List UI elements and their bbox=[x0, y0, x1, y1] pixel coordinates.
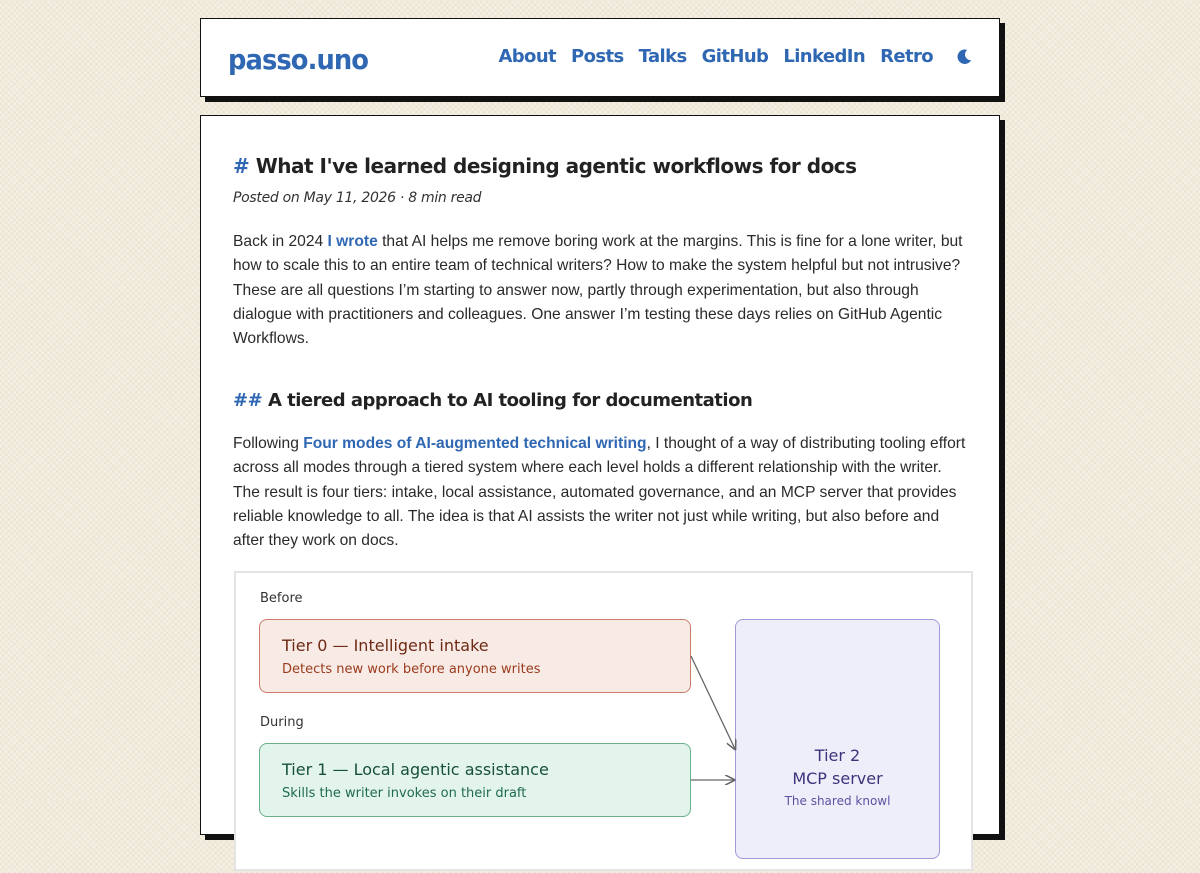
main-nav bbox=[483, 46, 973, 67]
tier-2-label: Tier 2 bbox=[814, 746, 861, 765]
site-header bbox=[200, 18, 1000, 97]
nav-link-talks[interactable]: Talks bbox=[638, 46, 687, 67]
four-modes-link[interactable]: Four modes of AI-augmented technical writing bbox=[303, 435, 647, 452]
intro-text-start: Back in 2024 bbox=[233, 233, 328, 250]
section-anchor[interactable]: ## bbox=[233, 390, 263, 411]
nav-link-retro[interactable]: Retro bbox=[880, 46, 933, 67]
intro-paragraph bbox=[233, 230, 968, 351]
tier-diagram bbox=[234, 571, 973, 871]
post-title-text: What I've learned designing agentic workflows for docs bbox=[255, 154, 857, 178]
site-brand-link[interactable]: passo.uno bbox=[228, 43, 369, 76]
nav-link-linkedin[interactable]: LinkedIn bbox=[783, 46, 866, 67]
phase-label-during: During bbox=[260, 715, 304, 730]
i-wrote-link[interactable]: I wrote bbox=[327, 233, 378, 250]
section-heading bbox=[233, 390, 752, 411]
moon-icon[interactable] bbox=[955, 48, 973, 66]
nav-link-posts[interactable]: Posts bbox=[571, 46, 624, 67]
phase-label-before: Before bbox=[260, 591, 303, 606]
section-text-start: Following bbox=[233, 435, 304, 452]
tier-1-description: Skills the writer invokes on their draft bbox=[282, 786, 527, 801]
section-text-end: , I thought of a way of distributing tooling effort across all modes through a tiered system where each level holds a different relationship with the writer. The result is four tiers: intake, local assistance, automated governance, and an MCP server that provides reliable knowledge to all. The idea is that AI assists the writer not just while writing, but also before and after they work on docs. bbox=[233, 435, 966, 550]
tier-2-name: MCP server bbox=[792, 769, 883, 788]
post-title bbox=[233, 154, 857, 178]
heading-anchor[interactable]: # bbox=[233, 154, 250, 178]
connector-arrows bbox=[236, 573, 975, 873]
arrow-tier0-to-tier2 bbox=[691, 656, 735, 749]
tier-0-description: Detects new work before anyone writes bbox=[282, 662, 541, 677]
post-card bbox=[200, 115, 1000, 835]
section-paragraph bbox=[233, 432, 968, 553]
nav-link-about[interactable]: About bbox=[498, 46, 557, 67]
section-heading-text: A tiered approach to AI tooling for documentation bbox=[267, 390, 753, 411]
intro-text-end: that AI helps me remove boring work at the margins. This is fine for a lone writer, but how to scale this to an entire team of technical writers? How to make the system helpful but not intrusive? These are all questions I’m starting to answer now, partly through experimentation, but also through dialogue with practitioners and colleagues. One answer I’m testing these days relies on GitHub Agentic Workflows. bbox=[233, 233, 963, 348]
post-meta: Posted on May 11, 2026 · 8 min read bbox=[233, 190, 482, 206]
nav-link-github[interactable]: GitHub bbox=[701, 46, 769, 67]
tier-2-description: The shared knowl bbox=[784, 794, 891, 808]
tier-0-title: Tier 0 — Intelligent intake bbox=[282, 636, 489, 655]
tier-1-title: Tier 1 — Local agentic assistance bbox=[282, 760, 549, 779]
